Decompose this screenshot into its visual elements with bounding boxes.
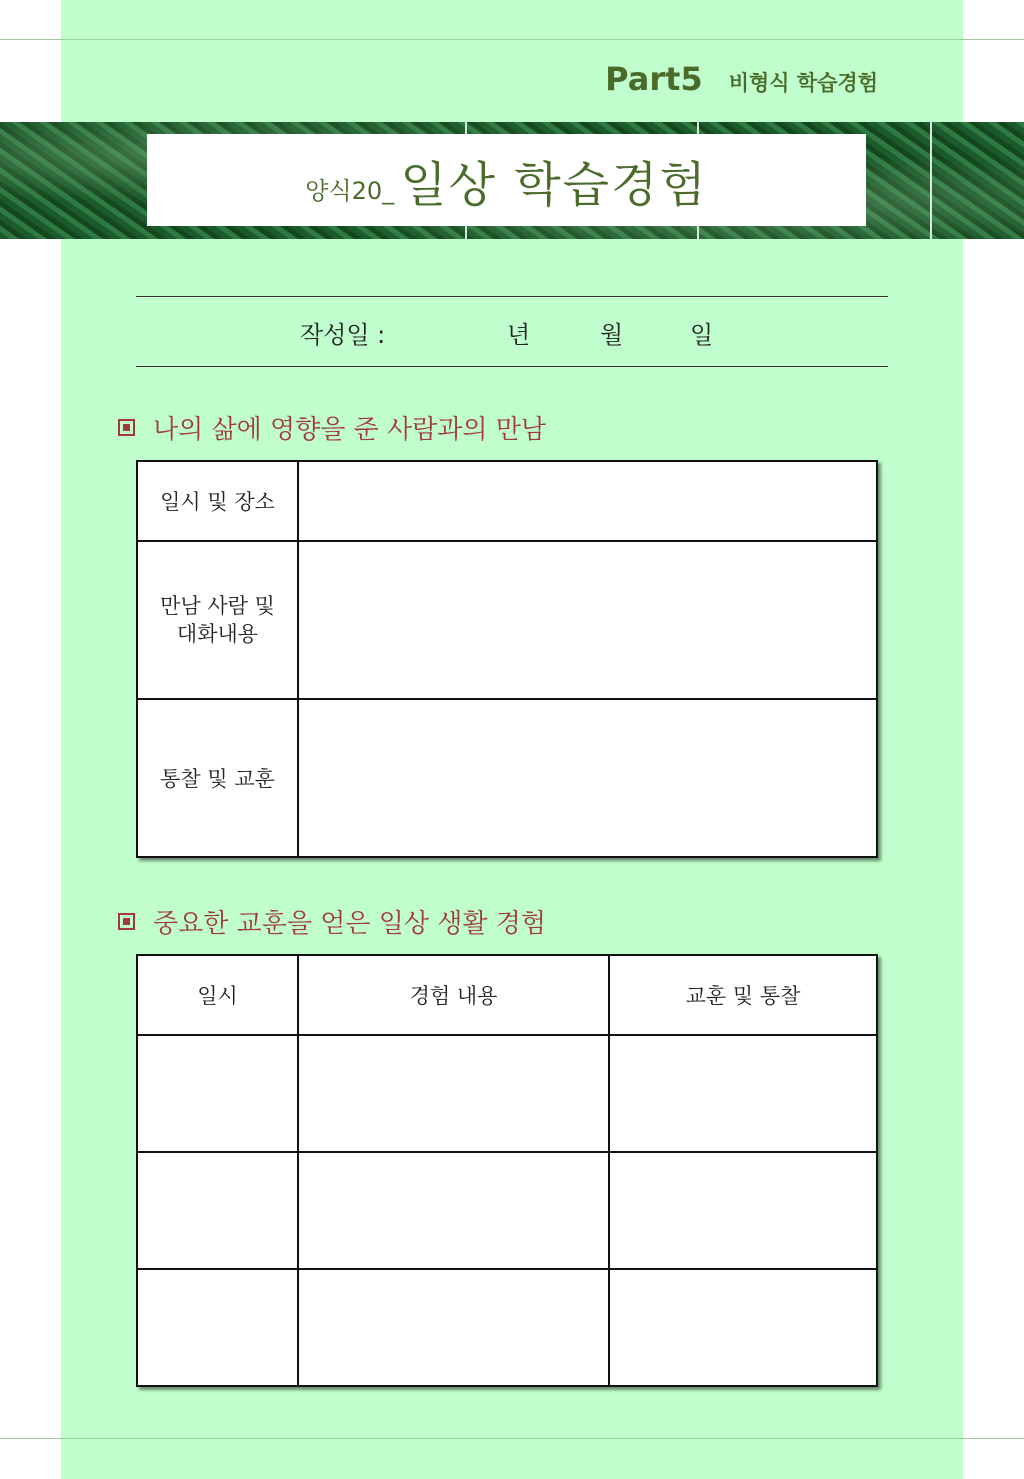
form-title — [147, 134, 866, 226]
row-label: 통찰 및 교훈 — [137, 699, 298, 857]
date-day-label[interactable]: 일 — [690, 321, 714, 349]
experience-cell[interactable] — [298, 1269, 609, 1386]
lesson-cell[interactable] — [609, 1152, 877, 1269]
form-title-text: 일상 학습경험 — [400, 156, 708, 213]
lesson-cell[interactable] — [609, 1269, 877, 1386]
date-place-field[interactable] — [298, 461, 877, 541]
insight-lesson-field[interactable] — [298, 699, 877, 857]
table-header-row — [137, 955, 877, 1035]
date-top-rule — [136, 296, 888, 297]
section1-heading — [118, 409, 546, 446]
table-row — [137, 1269, 877, 1386]
running-header — [605, 60, 878, 98]
row-label: 일시 및 장소 — [137, 461, 298, 541]
section2-heading — [118, 903, 546, 940]
column-header-date: 일시 — [137, 955, 298, 1035]
date-label: 작성일 : — [300, 321, 386, 349]
banner-seam — [930, 122, 932, 239]
date-bottom-rule — [136, 366, 888, 367]
square-bullet-icon — [118, 913, 135, 930]
table-row — [137, 1035, 877, 1152]
bottom-trim-line — [0, 1438, 1024, 1439]
table-row — [137, 461, 877, 541]
column-header-lesson: 교훈 및 통찰 — [609, 955, 877, 1035]
table-row — [137, 1152, 877, 1269]
column-header-experience: 경험 내용 — [298, 955, 609, 1035]
table-row — [137, 541, 877, 699]
square-bullet-icon — [118, 419, 135, 436]
date-cell[interactable] — [137, 1152, 298, 1269]
part-subtitle: 비형식 학습경험 — [728, 71, 878, 95]
section1-heading-text: 나의 삶에 영향을 준 사람과의 만남 — [153, 415, 546, 445]
experience-cell[interactable] — [298, 1152, 609, 1269]
row-label: 만남 사람 및 대화내용 — [137, 541, 298, 699]
top-trim-line — [0, 39, 1024, 40]
experience-table — [136, 954, 878, 1387]
section2-heading-text: 중요한 교훈을 얻은 일상 생활 경험 — [153, 909, 546, 939]
lesson-cell[interactable] — [609, 1035, 877, 1152]
form-number: 양식20_ — [305, 176, 395, 205]
table-row — [137, 699, 877, 857]
date-cell[interactable] — [137, 1269, 298, 1386]
date-row — [136, 298, 888, 366]
meeting-table — [136, 460, 878, 858]
person-conversation-field[interactable] — [298, 541, 877, 699]
date-year-label[interactable]: 년 — [507, 321, 531, 349]
date-month-label[interactable]: 월 — [600, 321, 624, 349]
date-cell[interactable] — [137, 1035, 298, 1152]
part-label: Part5 — [605, 60, 703, 98]
experience-cell[interactable] — [298, 1035, 609, 1152]
